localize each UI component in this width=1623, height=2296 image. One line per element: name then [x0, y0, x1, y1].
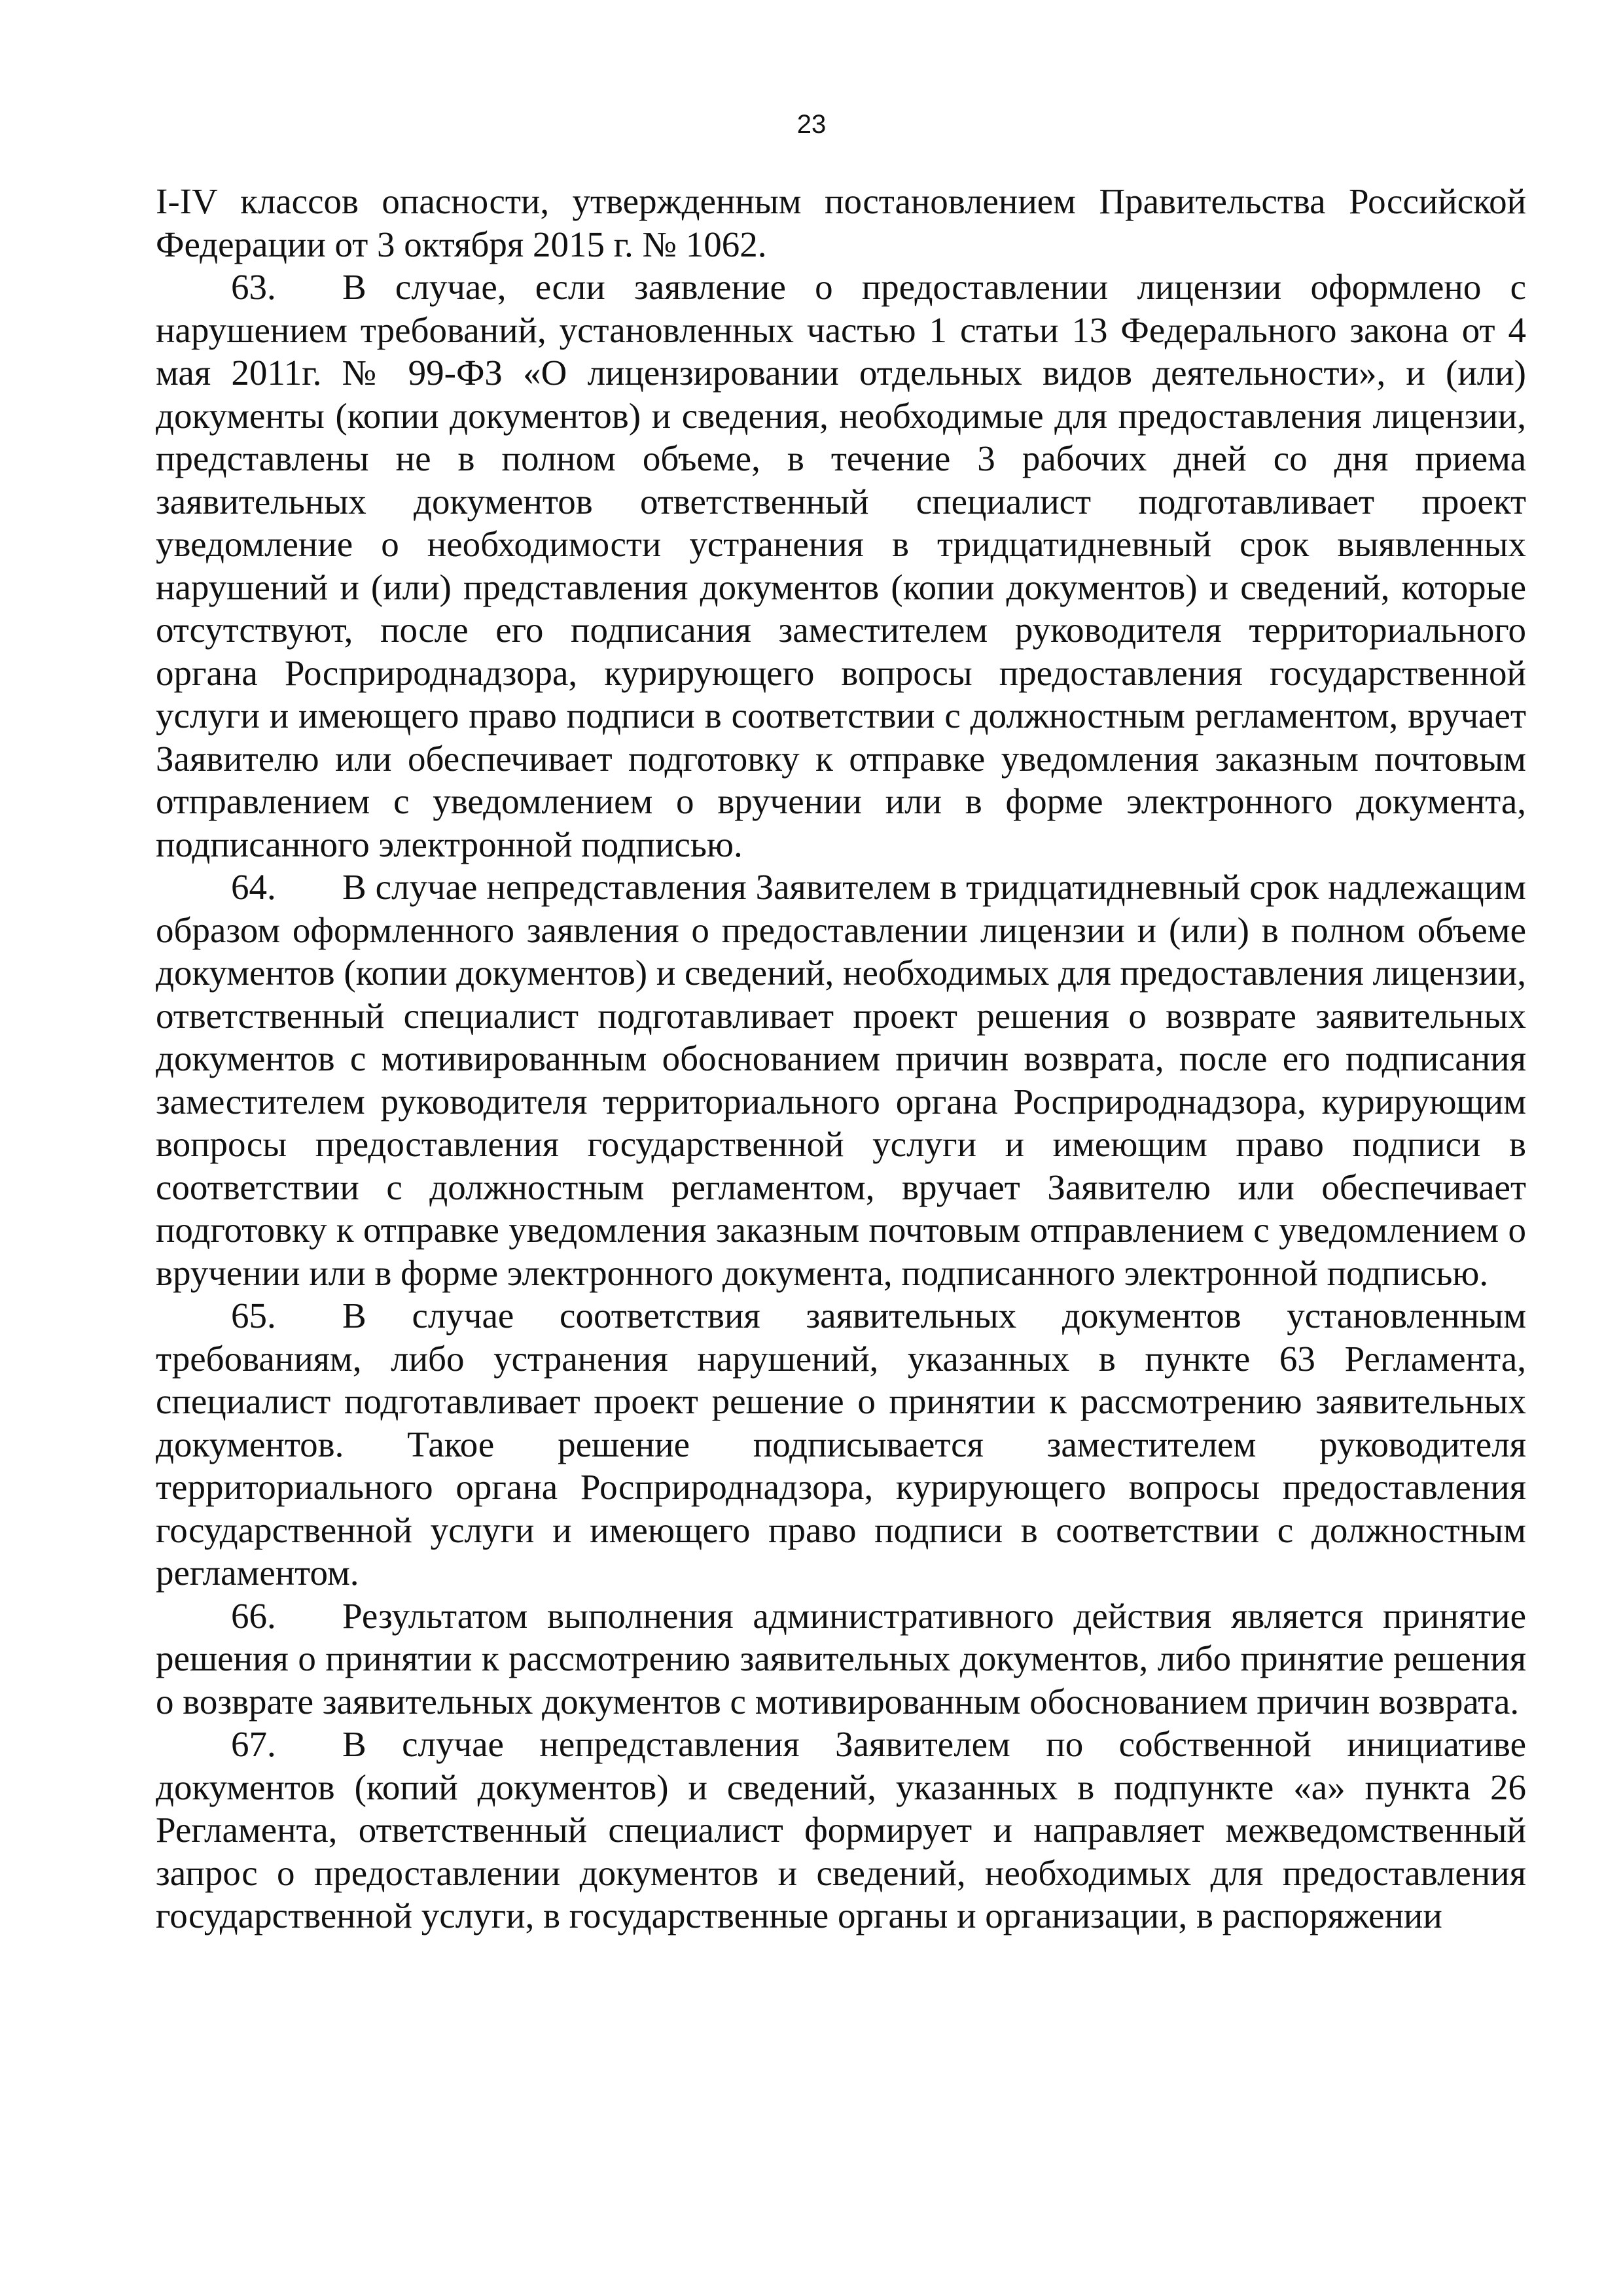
page-number: 23 — [796, 110, 827, 139]
paragraph-number: 63. — [231, 267, 276, 307]
paragraph-66 — [156, 1595, 1526, 1723]
paragraph-number: 64. — [231, 867, 276, 907]
paragraph-number: 67. — [231, 1724, 276, 1764]
paragraph-65 — [156, 1294, 1526, 1595]
paragraph-text: В случае, если заявление о предоставлении лицензии оформлено с нарушением требований, установленных частью 1 статьи 13 Федерального закона от 4 мая 2011г. № 99-ФЗ «О лицензировании отдельных видов деятельности», и (или) документы (копии документов) и сведения, необходимые для предоставления лицензии, представлены не в полном объеме, в течение 3 рабочих дней со дня приема заявительных документов ответственный специалист подготавливает проект уведомление о необходимости устранения в тридцатидневный срок выявленных нарушений и (или) представления документов (копии документов) и сведений, которые отсутствуют, после его подписания заместителем руководителя территориального органа Росприроднадзора, курирующего вопросы предоставления государственной услуги и имеющего право подписи в соответствии с должностным регламентом, вручает Заявителю или обеспечивает подготовку к отправке уведомления заказным почтовым отправлением с уведомлением о вручении или в форме электронного документа, подписанного электронной подписью. — [156, 267, 1526, 864]
paragraph-text: I-IV классов опасности, утвержденным постановлением Правительства Российской Федерации от 3 октября 2015 г. № 1062. — [156, 181, 1526, 264]
paragraph-67 — [156, 1723, 1526, 1937]
document-body — [156, 180, 1526, 1937]
paragraph-text: В случае непредставления Заявителем в тридцатидневный срок надлежащим образом оформленного заявления о предоставлении лицензии и (или) в полном объеме документов (копии документов) и сведений, необходимых для предоставления лицензии, ответственный специалист подготавливает проект решения о возврате заявительных документов с мотивированным обоснованием причин возврата, после его подписания заместителем руководителя территориального органа Росприроднадзора, курирующим вопросы предоставления государственной услуги и имеющим право подписи в соответствии с должностным регламентом, вручает Заявителю или обеспечивает подготовку к отправке уведомления заказным почтовым отправлением с уведомлением о вручении или в форме электронного документа, подписанного электронной подписью. — [156, 867, 1526, 1293]
paragraph-continuation — [156, 180, 1526, 266]
paragraph-text: В случае непредставления Заявителем по собственной инициативе документов (копий документов) и сведений, указанных в подпункте «а» пункта 26 Регламента, ответственный специалист формирует и направляет межведомственный запрос о предоставлении документов и сведений, необходимых для предоставления государственной услуги, в государственные органы и организации, в распоряжении — [156, 1724, 1526, 1935]
paragraph-64 — [156, 866, 1526, 1294]
paragraph-number: 66. — [231, 1595, 276, 1636]
paragraph-number: 65. — [231, 1296, 276, 1335]
paragraph-text: В случае соответствия заявительных документов установленным требованиям, либо устранения нарушений, указанных в пункте 63 Регламента, специалист подготавливает проект решение о принятии к рассмотрению заявительных документов. Такое решение подписывается заместителем руководителя территориального органа Росприроднадзора, курирующего вопросы предоставления государственной услуги и имеющего право подписи в соответствии с должностным регламентом. — [156, 1296, 1526, 1593]
paragraph-text: Результатом выполнения административного действия является принятие решения о принятии к рассмотрению заявительных документов, либо принятие решения о возврате заявительных документов с мотивированным обоснованием причин возврата. — [156, 1595, 1526, 1722]
paragraph-63 — [156, 266, 1526, 866]
